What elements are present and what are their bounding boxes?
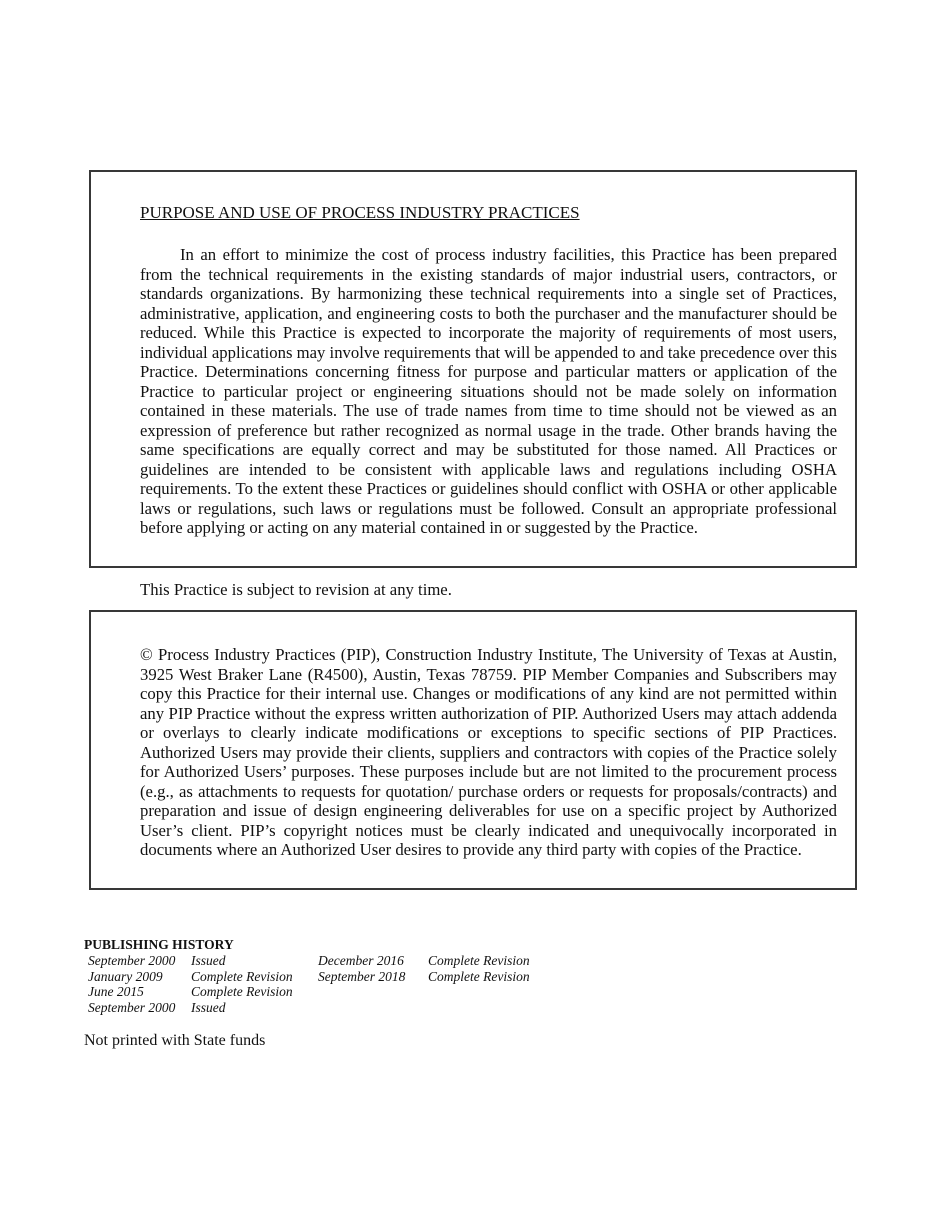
revision-note: This Practice is subject to revision at any time. [140, 580, 452, 599]
copyright-body-paragraph: © Process Industry Practices (PIP), Construction Industry Institute, The University of Texas at Austin, 3925 West Braker Lane (R4500), Austin, Texas 78759. PIP Member Companies and Subscribers may copy this Practice for their internal use. Changes or modifications of any kind are not permitted within any PIP Practice without the express written authorization of PIP. Authorized Users may attach addenda or overlays to clearly indicate modifications or exceptions to specific sections of PIP Practices. Authorized Users may provide their clients, suppliers and contractors with copies of the Practice solely for Authorized Users’ purposes. These purposes include but are not limited to the procurement process (e.g., as attachments to requests for quotation/ purchase orders or requests for proposals/contracts) and preparation and issue of design engineering deliverables for use on a specific project by Authorized User’s client. PIP’s copyright notices must be clearly indicated and unequivocally incorporated in documents where an Authorized User desires to provide any third party with copies of the Practice. [140, 645, 837, 859]
history-cell-date: June 2015 [88, 984, 144, 1000]
footer-note: Not printed with State funds [84, 1032, 266, 1049]
history-cell-action: Complete Revision [191, 984, 293, 1000]
purpose-title: PURPOSE AND USE OF PROCESS INDUSTRY PRACTICES [140, 203, 580, 222]
publishing-history-heading: PUBLISHING HISTORY [84, 937, 234, 952]
publishing-history-section [84, 937, 530, 1015]
copyright-box [89, 610, 857, 890]
history-cell-date2: December 2016 [318, 953, 404, 968]
history-cell-action2 [428, 1000, 530, 1016]
history-cell-date2 [318, 1000, 428, 1016]
purpose-body-paragraph: In an effort to minimize the cost of process industry facilities, this Practice has been prepared from the technical requirements in the existing standards of major industrial users, contractors, or standards organizations. By harmonizing these technical requirements into a single set of Practices, administrative, application, and engineering costs to both the purchaser and the manufacturer should be reduced. While this Practice is expected to incorporate the majority of requirements of most users, individual applications may involve requirements that will be appended to and take precedence over this Practice. Determinations concerning fitness for purpose and particular matters or application of the Practice to particular project or engineering situations should not be made solely on information contained in these materials. The use of trade names from time to time should not be viewed as an expression of preference but rather recognized as normal usage in the trade. Other brands having the same specifications are equally correct and may be substituted for those named. All Practices or guidelines are intended to be consistent with applicable laws and regulations including OSHA requirements. To the extent these Practices or guidelines should conflict with OSHA or other applicable laws or regulations, such laws or regulations must be followed. Consult an appropriate professional before applying or acting on any material contained in or suggested by the Practice. [140, 245, 837, 537]
history-cell-date: September 2000 [88, 999, 176, 1015]
history-cell-date: January 2009 [88, 968, 163, 984]
history-cell-date2 [318, 984, 428, 1000]
purpose-box [89, 170, 857, 568]
history-cell-action: Issued [191, 999, 226, 1015]
history-cell-date: September 2000 [88, 953, 176, 968]
publishing-history-table [88, 953, 530, 1015]
history-cell-action2: Complete Revision [428, 953, 530, 968]
history-cell-action: Issued [191, 953, 226, 968]
history-cell-date2: September 2018 [318, 968, 406, 984]
history-cell-action2 [428, 984, 530, 1000]
history-cell-action2: Complete Revision [428, 968, 530, 984]
history-cell-action: Complete Revision [191, 968, 293, 984]
